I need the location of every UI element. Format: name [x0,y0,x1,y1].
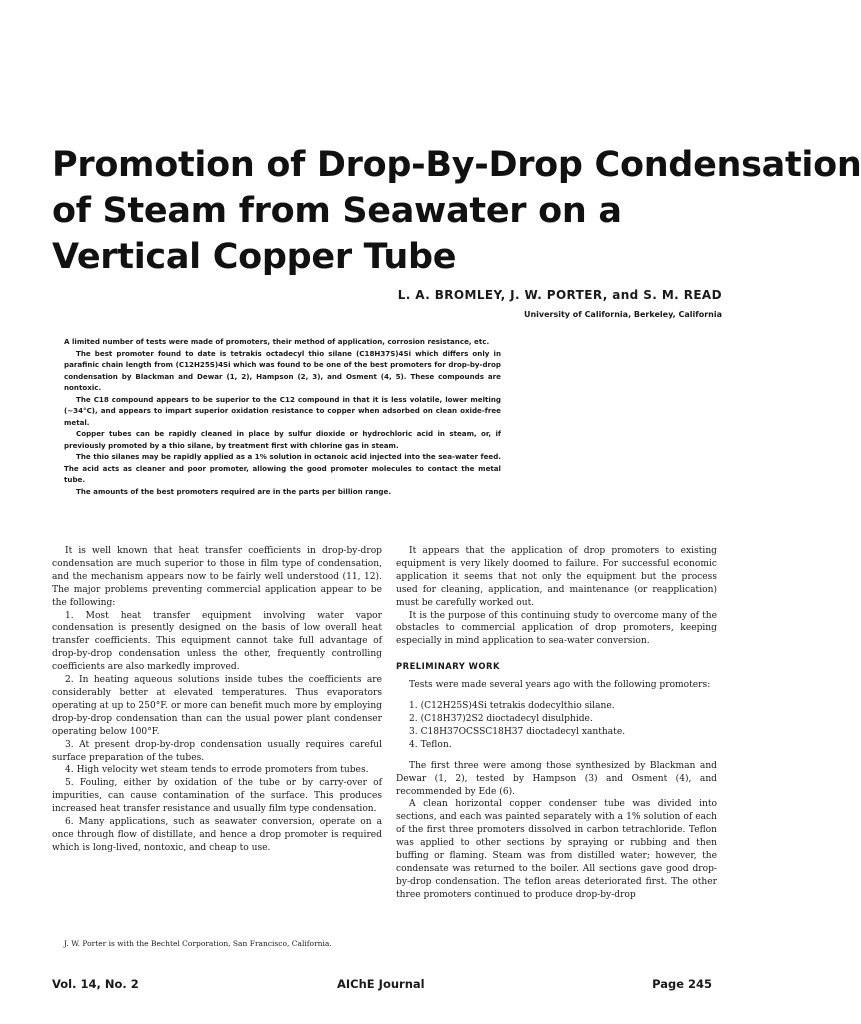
promoter-list [396,700,717,752]
abstract-paragraph: The C18 compound appears to be superior to the C12 compound in that it is less volatile, lower melting (~34°C), and appears to impart superior oxidation resistance to copper when adsorbed on clean oxide-free metal. [64,394,501,427]
journal-name: AIChE Journal [337,977,425,991]
body-paragraph: It is the purpose of this continuing study to overcome many of the obstacles to commercial application of drop promoters, keeping especially in mind application to sea-water conversion. [396,610,717,647]
abstract [64,336,501,497]
article-title [52,142,861,280]
title-line: of Steam from Seawater on a [52,191,622,231]
author-footnote: J. W. Porter is with the Bechtel Corporation, San Francisco, California. [64,939,332,948]
page-number: Page 245 [652,977,712,991]
abstract-paragraph: The amounts of the best promoters required are in the parts per billion range. [76,486,392,496]
volume-issue: Vol. 14, No. 2 [52,977,139,991]
body-paragraph: Tests were made several years ago with the following promoters: [409,680,711,691]
list-item: 4. Teflon. [409,739,452,750]
body-column-right [396,545,717,902]
body-paragraph: 1. Most heat transfer equipment involving water vapor condensation is presently designed on the basis of low overall heat transfer coefficients. This equipment cannot take full advantage of drop-by-drop condensation unless the other, frequently controlling coefficients are also markedly improved. [52,610,382,673]
body-paragraph: 2. In heating aqueous solutions inside tubes the coefficients are considerably better at elevated temperatures. Thus evaporators operating at up to 250°F. or more can benefit much more by employing drop-by-drop condensation than can the usual power plant condenser operating below 100°F. [52,675,382,737]
body-column-left [52,545,382,855]
list-item: 1. (C12H25S)4Si tetrakis dodecylthio silane. [409,701,615,712]
abstract-paragraph: A limited number of tests were made of promoters, their method of application, corrosion resistance, etc. [64,337,490,346]
abstract-paragraph: The best promoter found to date is tetrakis octadecyl thio silane (C18H37S)4Si which differs only in parafinic chain length from (C12H25S)4Si which was found to be one of the best promoters for drop-by-drop condensation by Blackman and Dewar (1, 2), Hampson (2, 3), and Osment (4, 5). These compounds are nontoxic. [64,348,501,392]
abstract-paragraph: Copper tubes can be rapidly cleaned in place by sulfur dioxide or hydrochloric acid in steam, or, if previously promoted by a thio silane, by treatment first with chlorine gas in steam. [64,429,501,450]
body-paragraph: It appears that the application of drop promoters to existing equipment is very likely doomed to failure. For successful economic application it seems that not only the equipment but the process used for cleaning, application, and maintenance (or reapplication) must be carefully worked out. [396,546,717,608]
title-line: Promotion of Drop-By-Drop Condensation [52,145,861,185]
list-item: 2. (C18H37)2S2 dioctadecyl disulphide. [409,713,593,724]
title-line: Vertical Copper Tube [52,237,457,277]
body-paragraph: 4. High velocity wet steam tends to errode promoters from tubes. [65,765,369,776]
list-item: 3. C18H37OCSSC18H37 dioctadecyl xanthate. [409,726,626,737]
author-list: L. A. BROMLEY, J. W. PORTER, and S. M. READ [397,288,722,302]
abstract-paragraph: The thio silanes may be rapidly applied as a 1% solution in octanoic acid injected into the sea-water feed. The acid acts as cleaner and poor promoter, allowing the good promoter molecules to contact the metal tube. [64,452,501,484]
author-affiliation: University of California, Berkeley, California [523,310,722,319]
section-heading: PRELIMINARY WORK [396,661,500,672]
body-paragraph: The first three were among those synthesized by Blackman and Dewar (1, 2), tested by Hampson (3) and Osment (4), and recommended by Ede (6). [396,760,717,797]
body-paragraph: A clean horizontal copper condenser tube was divided into sections, and each was painted separately with a 1% solution of each of the first three promoters dissolved in carbon tetrachloride. Teflon was applied to other sections by spraying or rubbing and then buffing or flaming. Steam was from distilled water; however, the condensate was returned to the boiler. All sections gave good drop-by-drop condensation. The teflon areas deteriorated first. The other three promoters continued to produce drop-by-drop [396,799,717,900]
body-paragraph: 3. At present drop-by-drop condensation usually requires careful surface preparation of the tubes. [52,739,382,763]
body-paragraph: 6. Many applications, such as seawater conversion, operate on a once through flow of distillate, and hence a drop promoter is required which is long-lived, nontoxic, and cheap to use. [52,817,382,853]
body-paragraph: 5. Fouling, either by oxidation of the tube or by carry-over of impurities, can cause contamination of the surface. This produces increased heat transfer resistance and usually film type condensation. [52,778,382,815]
body-paragraph: It is well known that heat transfer coefficients in drop-by-drop condensation are much superior to those in film type of condensation, and the mechanism appears now to be fairly well understood (11, 12). The major problems preventing commercial application appear to be the following: [52,546,382,608]
